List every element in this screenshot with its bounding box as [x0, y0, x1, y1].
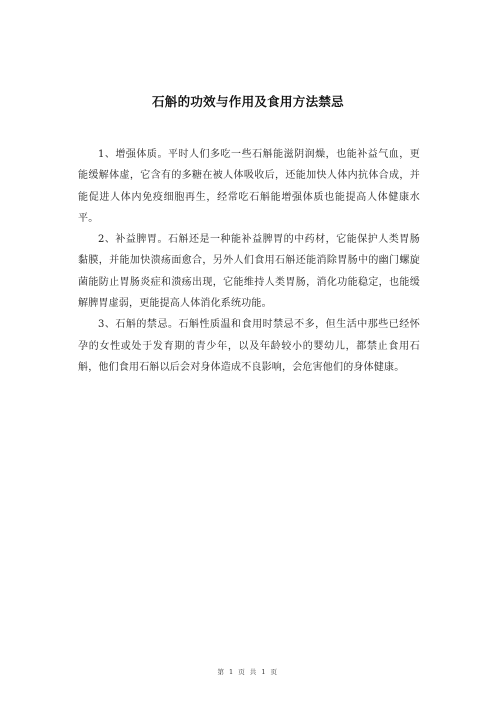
document-body: [78, 144, 420, 378]
paragraph-3: 3、石斛的禁忌。石斛性质温和食用时禁忌不多，但生活中那些已经怀孕的女性或处于发育期的青少年，以及年龄较小的婴幼儿，都禁止食用石斛，他们食用石斛以后会对身体造成不良影响，会危害他们的身体健康。: [78, 319, 420, 373]
paragraph-1: 1、增强体质。平时人们多吃一些石斛能滋阴润燥，也能补益气血，更能缓解体虚，它含有的多糖在被人体吸收后，还能加快人体内抗体合成，并能促进人体内免疫细胞再生，经常吃石斛能增强体质也能提高人体健康水平。: [78, 149, 420, 224]
page-footer: 第 1 页 共 1 页: [217, 668, 279, 676]
page-title: 石斛的功效与作用及食用方法禁忌: [151, 94, 344, 109]
paragraph-2: 2、补益脾胃。石斛还是一种能补益脾胃的中药材，它能保护人类胃肠黏膜，并能加快溃疡面愈合，另外人们食用石斛还能消除胃肠中的幽门螺旋菌能防止胃肠炎症和溃疡出现，它能维持人类胃肠，消化功能稳定，也能缓解脾胃虚弱，更能提高人体消化系统功能。: [78, 234, 420, 310]
